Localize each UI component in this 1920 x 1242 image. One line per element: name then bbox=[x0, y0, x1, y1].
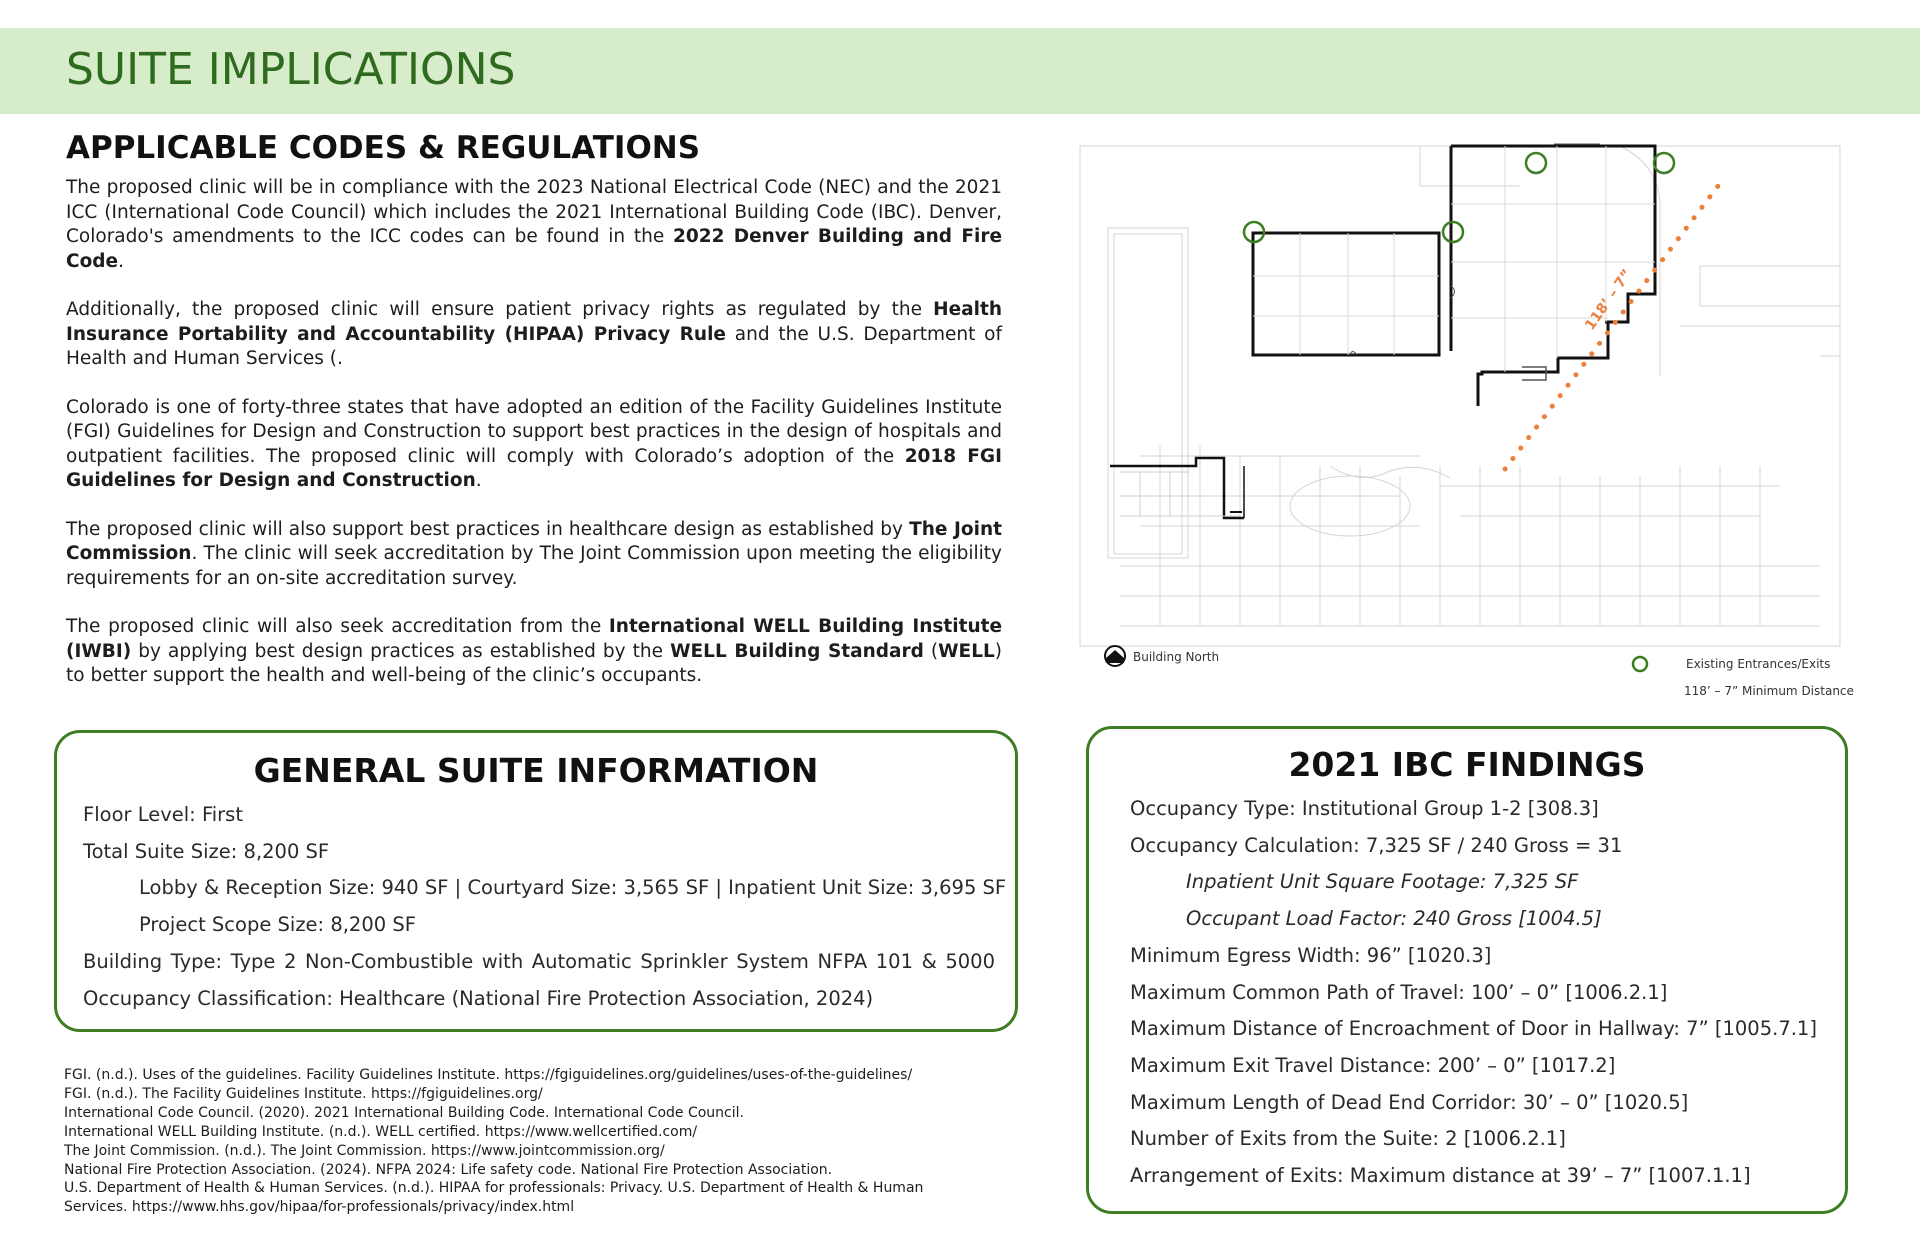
ibc-finding-item: Occupant Load Factor: 240 Gross [1004.5] bbox=[1186, 907, 1602, 931]
entrance-marker-4 bbox=[1654, 153, 1674, 173]
reference-item: Services. https://www.hhs.gov/hipaa/for-professionals/privacy/index.html bbox=[64, 1199, 575, 1216]
ibc-finding-item: Maximum Exit Travel Distance: 200’ – 0” [1017.2] bbox=[1130, 1053, 1616, 1077]
suite-west-block bbox=[1253, 233, 1439, 355]
reference-item: FGI. (n.d.). Uses of the guidelines. Facility Guidelines Institute. https://fgiguidelines.org/guidelines/uses-of-the-guidelines/ bbox=[64, 1067, 913, 1083]
legend-distance-label: 118’ – 7” Minimum Distance bbox=[1684, 684, 1854, 698]
ibc-findings-title: 2021 IBC FINDINGS bbox=[1288, 745, 1646, 784]
suite-southwest-block bbox=[1110, 458, 1244, 518]
reference-item: U.S. Department of Health & Human Services. (n.d.). HIPAA for professionals: Privacy. U.S. Department of Health & Human bbox=[64, 1180, 924, 1197]
ibc-finding-item: Maximum Length of Dead End Corridor: 30’ – 0” [1020.5] bbox=[1130, 1090, 1689, 1114]
ibc-finding-item: Maximum Common Path of Travel: 100’ – 0” [1006.2.1] bbox=[1130, 980, 1668, 1004]
north-arrow-icon bbox=[1105, 646, 1125, 666]
building-north-label: Building North bbox=[1133, 650, 1220, 664]
codes-paragraph-joint-commission: The proposed clinic will also support best practices in healthcare design as established by The Joint Commission. The clinic will seek accreditation by The Joint Commission upon meeting the eligibility requirements for an on-site accreditation survey. bbox=[66, 518, 1002, 589]
reference-item: National Fire Protection Association. (2024). NFPA 2024: Life safety code. National Fire Protection Association. bbox=[64, 1161, 833, 1178]
general-info-item: Building Type: Type 2 Non-Combustible with Automatic Sprinkler System NFPA 101 & 5000 bbox=[83, 949, 995, 973]
general-suite-info-list bbox=[83, 797, 1007, 1017]
entrance-marker-2 bbox=[1443, 222, 1463, 242]
general-suite-info-title: GENERAL SUITE INFORMATION bbox=[253, 751, 819, 790]
background-building bbox=[1080, 146, 1840, 646]
reference-item: FGI. (n.d.). The Facility Guidelines Institute. https://fgiguidelines.org/ bbox=[64, 1085, 543, 1102]
ibc-finding-item: Minimum Egress Width: 96” [1020.3] bbox=[1130, 943, 1492, 967]
legend-entrances-label: Existing Entrances/Exits bbox=[1686, 657, 1831, 671]
codes-paragraph-well: The proposed clinic will also seek accreditation from the International WELL Building Institute (IWBI) by applying best design practices as established by the WELL Building Standard (WELL) to better support the health and well-being of the clinic’s occupants. bbox=[66, 616, 1002, 686]
codes-paragraph-nec: The proposed clinic will be in compliance with the 2023 National Electrical Code (NEC) and the 2021 ICC (International Code Council) which includes the 2021 International Building Code (IBC). Denver, Colorado's amendments to the ICC codes can be found in the 2022 Denver Building and Fire Code. bbox=[66, 177, 1002, 272]
codes-paragraph-fgi: Colorado is one of forty-three states that have adopted an edition of the Facility Guidelines Institute (FGI) Guidelines for Design and Construction to support best practices in the design of hospitals and outpatient facilities. The proposed clinic will comply with Colorado’s adoption of the 2018 FGI Guidelines for Design and Construction. bbox=[66, 396, 1003, 491]
ibc-finding-item: Number of Exits from the Suite: 2 [1006.2.1] bbox=[1130, 1127, 1566, 1151]
ibc-finding-item: Inpatient Unit Square Footage: 7,325 SF bbox=[1186, 870, 1579, 894]
general-suite-info-panel bbox=[54, 730, 1018, 1032]
floor-plan bbox=[1060, 126, 1880, 686]
ibc-findings-list bbox=[1130, 791, 1825, 1195]
circle-outline-icon bbox=[1633, 657, 1647, 671]
ibc-finding-item: Occupancy Type: Institutional Group 1-2 [308.3] bbox=[1130, 797, 1599, 820]
minimum-distance-line bbox=[1505, 178, 1724, 469]
ibc-finding-item: Arrangement of Exits: Maximum distance at 39’ – 7” [1007.1.1] bbox=[1130, 1164, 1751, 1188]
legend bbox=[1609, 657, 1830, 686]
codes-paragraph-hipaa: Additionally, the proposed clinic will ensure patient privacy rights as regulated by the Health Insurance Portability and Accountability (HIPAA) Privacy Rule and the U.S. Department of Health and Human Services (. bbox=[66, 299, 1002, 369]
page-title: SUITE IMPLICATIONS bbox=[66, 44, 516, 95]
reference-item: International WELL Building Institute. (n.d.). WELL certified. https://www.wellcertified.com/ bbox=[64, 1123, 698, 1140]
entrance-markers bbox=[1244, 153, 1674, 242]
ibc-findings-panel bbox=[1086, 726, 1848, 1214]
ibc-finding-item: Maximum Distance of Encroachment of Door in Hallway: 7” [1005.7.1] bbox=[1130, 1017, 1817, 1041]
general-info-item: Floor Level: First bbox=[83, 803, 243, 826]
general-info-item: Project Scope Size: 8,200 SF bbox=[139, 913, 416, 937]
reference-item: International Code Council. (2020). 2021 International Building Code. International Code Council. bbox=[64, 1104, 744, 1121]
reference-item: The Joint Commission. (n.d.). The Joint Commission. https://www.jointcommission.org/ bbox=[64, 1142, 665, 1159]
general-info-item: Lobby & Reception Size: 940 SF | Courtyard Size: 3,565 SF | Inpatient Unit Size: 3,695 SF bbox=[139, 876, 1007, 900]
references-list bbox=[64, 1066, 1004, 1217]
codes-text bbox=[66, 176, 1002, 713]
suite-east-block bbox=[1350, 144, 1655, 406]
ibc-finding-item: Occupancy Calculation: 7,325 SF / 240 Gross = 31 bbox=[1130, 833, 1623, 857]
general-info-item: Occupancy Classification: Healthcare (National Fire Protection Association, 2024) bbox=[83, 986, 874, 1010]
entrance-marker-3 bbox=[1526, 153, 1546, 173]
codes-heading: APPLICABLE CODES & REGULATIONS bbox=[66, 130, 701, 166]
general-info-item: Total Suite Size: 8,200 SF bbox=[83, 839, 330, 863]
dimension-label: 118’ – 7” bbox=[1582, 266, 1636, 334]
